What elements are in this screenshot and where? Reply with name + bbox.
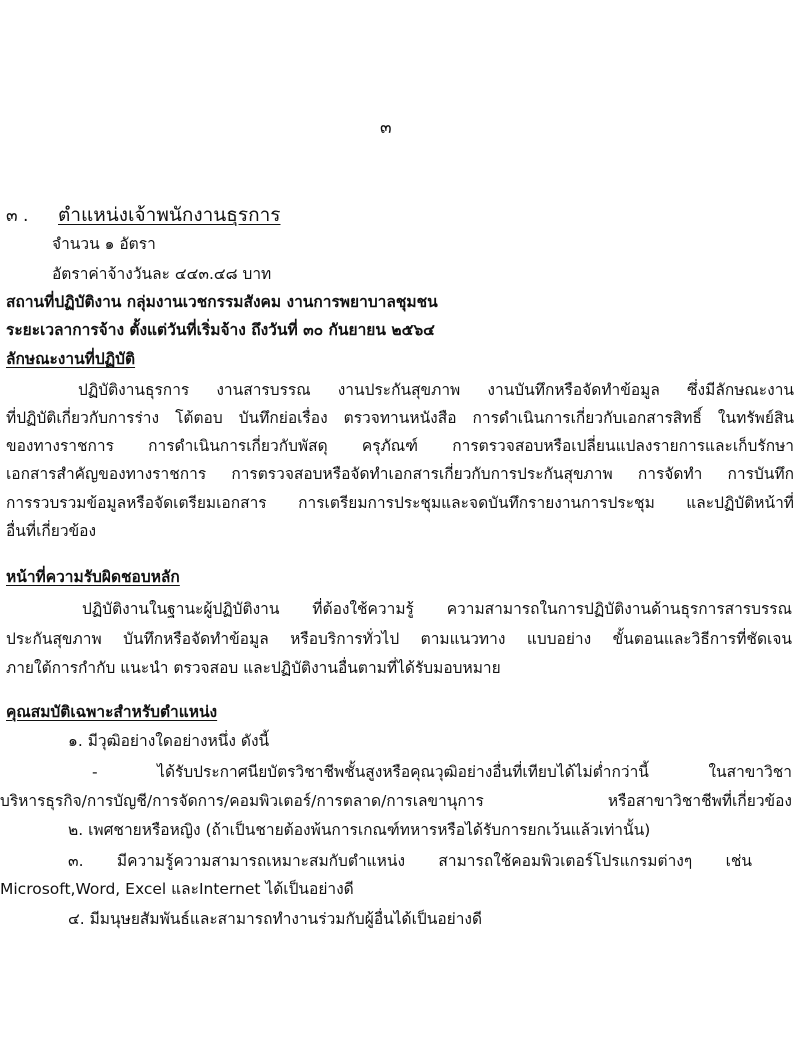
duty-paragraph-line: ประกันสุขภาพ บันทึกหรือจัดทำข้อมูล หรือบริการทั่วไป ตามแนวทาง แบบอย่าง ขั้นตอนและวิธีการที่ชัดเจน [6,630,792,648]
qualification-item: Microsoft,Word, Excel และInternet ได้เป็นอย่างดี [0,880,354,898]
qualification-item: บริหารธุรกิจ/การบัญชี/การจัดการ/คอมพิวเตอร์/การตลาด/การเลขานุการ หรือสาขาวิชาชีพที่เกี่ยวข้อง [0,792,792,810]
position-number: ๓ . [6,206,29,226]
work-paragraph-line: เอกสารสำคัญของทางราชการ การตรวจสอบหรือจัดทำเอกสารเกี่ยวกับการประกันสุขภาพ การจัดทำ การบันทึก [6,465,794,483]
page-number: ๓ [380,118,392,138]
qualification-item: ๓. มีความรู้ความสามารถเหมาะสมกับตำแหน่ง สามารถใช้คอมพิวเตอร์โปรแกรมต่างๆ เช่น [68,852,752,870]
work-paragraph-line: การรวบรวมข้อมูลหรือจัดเตรียมเอกสาร การเตรียมการประชุมและจดบันทึกรายงานการประชุม และปฏิบัติหน้าที่ [6,494,794,512]
duty-paragraph-line: ภายใต้การกำกับ แนะนำ ตรวจสอบ และปฏิบัติงานอื่นตามที่ได้รับมอบหมาย [6,659,501,677]
period-line: ระยะเวลาการจ้าง ตั้งแต่วันที่เริ่มจ้าง ถึงวันที่ ๓๐ กันยายน ๒๕๖๔ [6,321,435,339]
position-title: ตำแหน่งเจ้าพนักงานธุรการ [58,204,281,226]
workplace-line: สถานที่ปฏิบัติงาน กลุ่มงานเวชกรรมสังคม งานการพยาบาลชุมชน [6,293,438,311]
section-heading-qualification: คุณสมบัติเฉพาะสำหรับตำแหน่ง [6,703,218,721]
duty-paragraph-line: ปฏิบัติงานในฐานะผู้ปฏิบัติงาน ที่ต้องใช้ความรู้ ความสามารถในการปฏิบัติงานด้านธุรการสารบรรณ [82,600,792,618]
work-paragraph-line: ปฏิบัติงานธุรการ งานสารบรรณ งานประกันสุขภาพ งานบันทึกหรือจัดทำข้อมูล ซึ่งมีลักษณะงาน [78,381,794,399]
section-heading-work: ลักษณะงานที่ปฏิบัติ [6,350,136,368]
qualification-item: ๑. มีวุฒิอย่างใดอย่างหนึ่ง ดังนี้ [68,732,270,750]
work-paragraph-line: อื่นที่เกี่ยวข้อง [6,522,97,540]
section-heading-duty: หน้าที่ความรับผิดชอบหลัก [6,568,180,586]
qualification-item: - ได้รับประกาศนียบัตรวิชาชีพชั้นสูงหรือคุณวุฒิอย่างอื่นที่เทียบได้ไม่ต่ำกว่านี้ ในสาขาวิชา [92,763,792,781]
qualification-item: ๒. เพศชายหรือหญิง (ถ้าเป็นชายต้องพ้นการเกณฑ์ทหารหรือได้รับการยกเว้นแล้วเท่านั้น) [68,821,651,839]
qualification-item: ๔. มีมนุษยสัมพันธ์และสามารถทำงานร่วมกับผู้อื่นได้เป็นอย่างดี [68,910,483,928]
count-line: จำนวน ๑ อัตรา [52,235,156,253]
work-paragraph-line: ของทางราชการ การดำเนินการเกี่ยวกับพัสดุ ครุภัณฑ์ การตรวจสอบหรือเปลี่ยนแปลงรายการและเก็บรักษา [6,437,794,455]
wage-line: อัตราค่าจ้างวันละ ๔๔๓.๔๘ บาท [52,265,272,283]
work-paragraph-line: ที่ปฏิบัติเกี่ยวกับการร่าง โต้ตอบ บันทึกย่อเรื่อง ตรวจทานหนังสือ การดำเนินการเกี่ยวกับเอกสารสิทธิ์ ในทรัพย์สิน [6,409,794,427]
